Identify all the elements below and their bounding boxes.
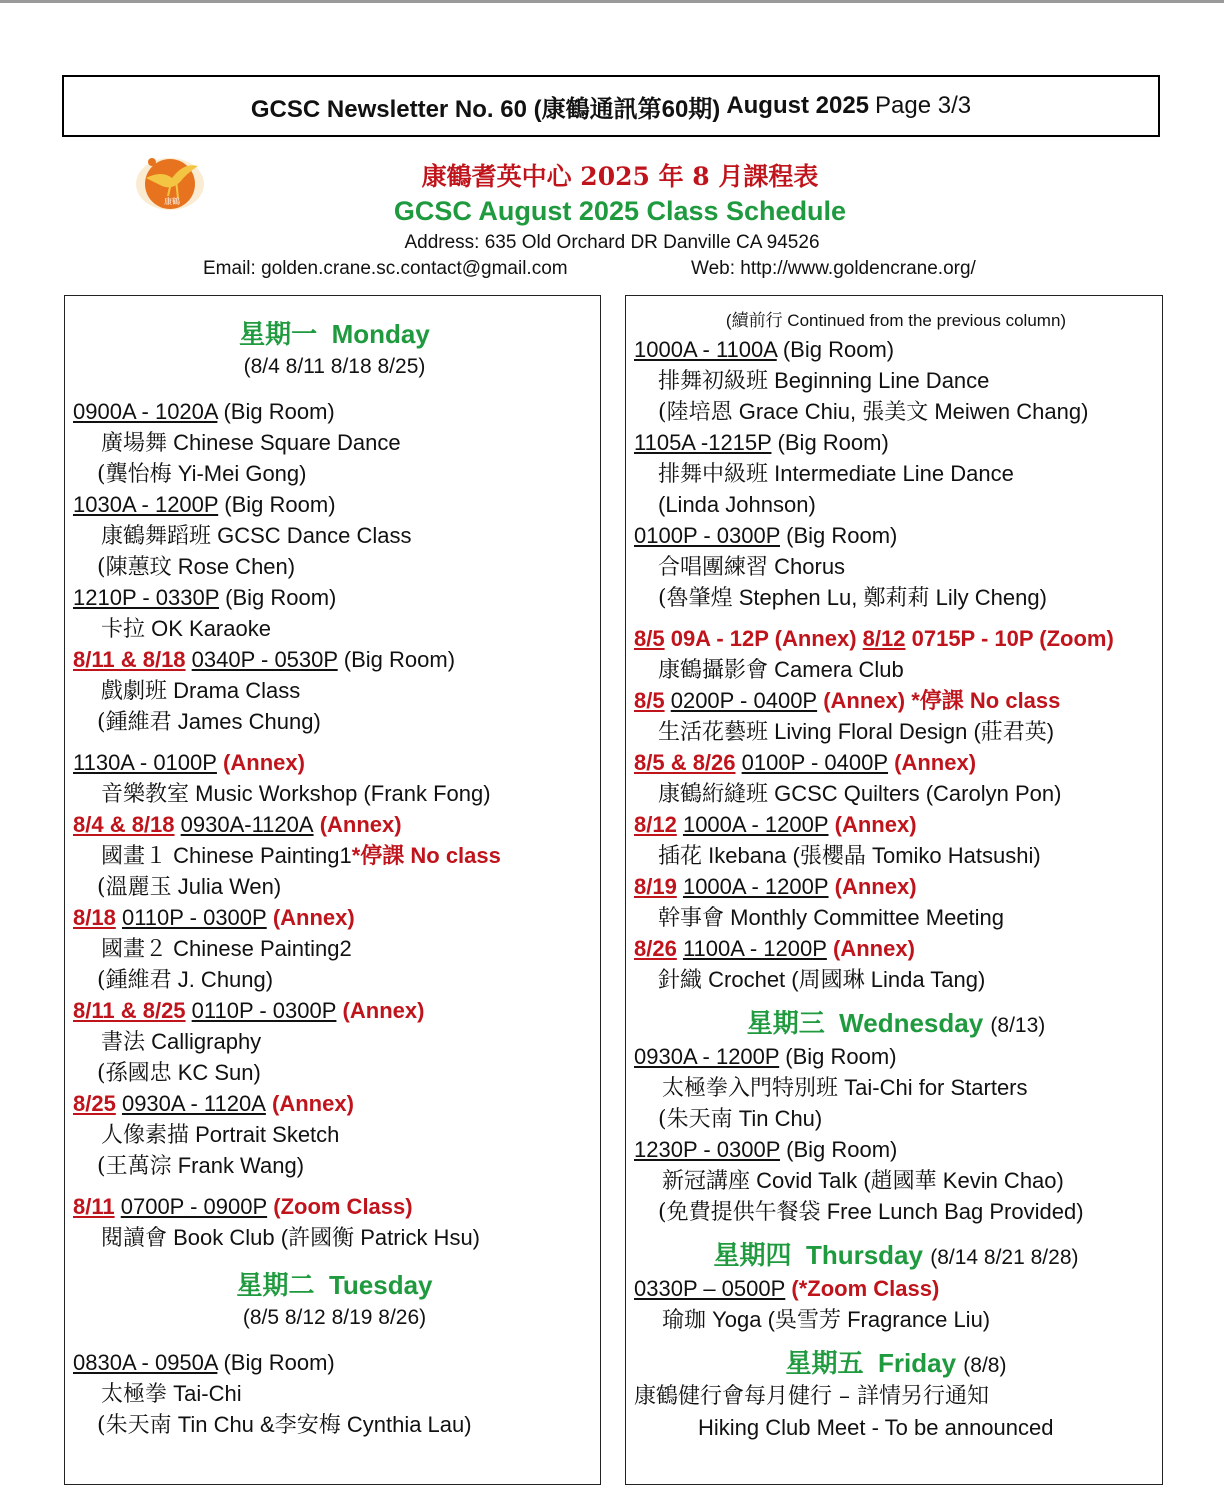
- class-name: 插花 Ikebana (張櫻晶 Tomiko Hatsushi): [658, 843, 1041, 869]
- day-heading-monday: 星期一 Monday: [239, 319, 430, 350]
- instructor: (朱天南 Tin Chu): [658, 1106, 823, 1132]
- newsletter-title: GCSC Newsletter No. 60 (康鶴通訊第60期): [250, 95, 721, 123]
- class-time: 1130A - 0100P (Annex): [73, 750, 305, 775]
- class-name: 國畫１ Chinese Painting1*停課 No class: [101, 843, 501, 869]
- schedule-title: [190, 160, 1050, 228]
- day-heading-friday: 星期五 Friday (8/8): [785, 1348, 1007, 1379]
- class-name: 康鶴舞蹈班 GCSC Dance Class: [101, 523, 412, 549]
- class-time: 0930A - 1200P (Big Room): [634, 1044, 897, 1069]
- class-time: 8/25 0930A - 1120A (Annex): [73, 1091, 354, 1116]
- instructor: (鍾維君 J. Chung): [97, 967, 274, 993]
- class-time: 8/18 0110P - 0300P (Annex): [73, 905, 355, 930]
- logo-text: 康鶴: [164, 197, 180, 206]
- class-name: 瑜珈 Yoga (吳雪芳 Fragrance Liu): [662, 1307, 991, 1333]
- continued-note: (續前行 Continued from the previous column): [725, 311, 1067, 330]
- hiking-club-cn: 康鶴健行會每月健行 – 詳情另行通知: [634, 1384, 989, 1409]
- instructor: (陳蕙玟 Rose Chen): [97, 554, 296, 580]
- class-name: 生活花藝班 Living Floral Design (莊君英): [658, 719, 1055, 745]
- class-time: 8/11 & 8/25 0110P - 0300P (Annex): [73, 998, 425, 1023]
- class-time: 8/5 09A - 12P (Annex) 8/12 0715P - 10P (Zoom): [634, 626, 1114, 651]
- instructor: (朱天南 Tin Chu &李安梅 Cynthia Lau): [97, 1412, 472, 1438]
- instructor: (溫麗玉 Julia Wen): [97, 874, 282, 900]
- class-name: 廣場舞 Chinese Square Dance: [101, 430, 401, 456]
- cancel-notice: *停課 No class: [905, 688, 1061, 713]
- class-name: 人像素描 Portrait Sketch: [101, 1122, 340, 1148]
- hiking-club-en: Hiking Club Meet - To be announced: [698, 1415, 1054, 1440]
- class-name: 太極拳入門特別班 Tai-Chi for Starters: [662, 1075, 1028, 1101]
- class-name: 針織 Crochet (周國琳 Linda Tang): [658, 967, 986, 993]
- class-time: 0830A - 0950A (Big Room): [73, 1350, 335, 1375]
- class-time: 8/5 0200P - 0400P (Annex) *停課 No class: [634, 688, 1061, 713]
- instructor: (鍾維君 James Chung): [97, 709, 321, 735]
- class-name: 新冠講座 Covid Talk (趙國華 Kevin Chao): [662, 1168, 1064, 1194]
- class-time: 1105A -1215P (Big Room): [634, 430, 889, 455]
- instructor: (王萬淙 Frank Wang): [97, 1153, 305, 1179]
- right-schedule-column: [625, 295, 1163, 1485]
- class-time: 0900A - 1020A (Big Room): [73, 399, 335, 424]
- top-border-line: [0, 0, 1224, 3]
- cancel-notice: *停課 No class: [351, 843, 501, 868]
- class-time: 0330P – 0500P (*Zoom Class): [634, 1276, 940, 1301]
- day-heading-tuesday: 星期二 Tuesday: [236, 1270, 433, 1301]
- address: Address: 635 Old Orchard DR Danville CA 94526: [404, 232, 820, 253]
- class-time: 8/11 & 8/18 0340P - 0530P (Big Room): [73, 647, 456, 672]
- instructor: (龔怡梅 Yi-Mei Gong): [97, 461, 307, 487]
- class-time: 8/12 1000A - 1200P (Annex): [634, 812, 917, 837]
- class-time: 8/5 & 8/26 0100P - 0400P (Annex): [634, 750, 977, 775]
- newsletter-header: [62, 75, 1160, 137]
- class-time: 0100P - 0300P (Big Room): [634, 523, 898, 548]
- class-time: 8/4 & 8/18 0930A-1120A (Annex): [73, 812, 402, 837]
- website[interactable]: Web: http://www.goldencrane.org/: [691, 258, 976, 279]
- day-heading-wednesday: 星期三 Wednesday (8/13): [746, 1008, 1046, 1039]
- class-name: 康鶴絎縫班 GCSC Quilters (Carolyn Pon): [658, 781, 1062, 807]
- class-name: 太極拳 Tai-Chi: [101, 1381, 242, 1407]
- instructor: (Linda Johnson): [658, 492, 816, 517]
- class-name: 閱讀會 Book Club (許國衡 Patrick Hsu): [101, 1225, 481, 1251]
- tuesday-dates: (8/5 8/12 8/19 8/26): [242, 1306, 427, 1329]
- class-name: 排舞中級班 Intermediate Line Dance: [658, 461, 1014, 487]
- class-note: (免費提供午餐袋 Free Lunch Bag Provided): [658, 1199, 1084, 1225]
- title-chinese: 康鶴耆英中心 2025 年 8 月課程表: [421, 162, 819, 191]
- class-name: 幹事會 Monthly Committee Meeting: [658, 905, 1005, 931]
- left-schedule-column: [64, 295, 601, 1485]
- class-time: 1230P - 0300P (Big Room): [634, 1137, 898, 1162]
- class-time: 1210P - 0330P (Big Room): [73, 585, 337, 610]
- class-name: 戲劇班 Drama Class: [101, 678, 301, 704]
- class-name: 音樂教室 Music Workshop (Frank Fong): [101, 781, 491, 807]
- email[interactable]: Email: golden.crane.sc.contact@gmail.com: [203, 258, 568, 279]
- class-time: 8/11 0700P - 0900P (Zoom Class): [73, 1194, 413, 1219]
- class-name: 康鶴攝影會 Camera Club: [658, 657, 904, 683]
- class-name: 合唱團練習 Chorus: [658, 554, 846, 580]
- class-name: 卡拉 OK Karaoke: [101, 616, 271, 642]
- title-english: GCSC August 2025 Class Schedule: [393, 196, 847, 226]
- newsletter-month: August 2025: [726, 92, 870, 119]
- class-time: 1030A - 1200P (Big Room): [73, 492, 336, 517]
- instructor: (陸培恩 Grace Chiu, 張美文 Meiwen Chang): [658, 399, 1089, 425]
- class-time: 8/26 1100A - 1200P (Annex): [634, 936, 915, 961]
- class-name: 國畫２ Chinese Painting2: [101, 936, 352, 962]
- instructor: (魯肇煌 Stephen Lu, 鄭莉莉 Lily Cheng): [658, 585, 1047, 611]
- class-name: 書法 Calligraphy: [101, 1029, 262, 1055]
- day-heading-thursday: 星期四 Thursday (8/14 8/21 8/28): [713, 1240, 1079, 1271]
- monday-dates: (8/4 8/11 8/18 8/25): [243, 355, 426, 378]
- instructor: (孫國忠 KC Sun): [97, 1060, 261, 1086]
- class-time: 8/19 1000A - 1200P (Annex): [634, 874, 917, 899]
- page-number: Page 3/3: [875, 92, 972, 119]
- class-name: 排舞初級班 Beginning Line Dance: [658, 368, 990, 394]
- class-time: 1000A - 1100A (Big Room): [634, 337, 895, 362]
